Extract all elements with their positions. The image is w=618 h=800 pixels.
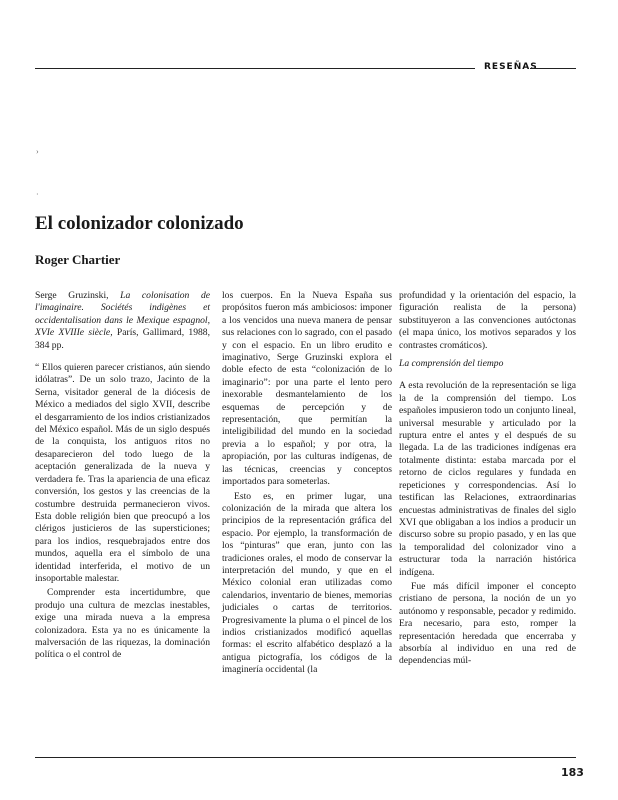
section-label: RESEÑAS — [484, 62, 538, 72]
book-reference — [35, 290, 210, 352]
text-column-1 — [35, 290, 210, 664]
text-column-3 — [399, 290, 576, 670]
paragraph: profundidad y la orientación del espacio, la figuración realista de la persona) substituyeron a las convenciones autóctonas (el mapa único, los motivos separados y los contrastes cromáticos). — [399, 290, 576, 351]
paragraph: “ Ellos quieren parecer cristianos, aún siendo idólatras”. De un solo trazo, Jacinto de la Serna, visitador general de la diócesis de México a mediados del siglo XVII, describe el desgarramiento de los indios cristianizados del México español. Más de un siglo después de la conquista, los antiguos ritos no desaparecieron del todo luego de la aceptación generalizada de la nueva y verdadera fe. Tras la apariencia de una eficaz conversión, los gestos y las creencias de la costumbre destruida permanecieron vivos. Esta doble religión bien que preocupó a los clérigos justicieros de las supersticiones; para los indios, resquebrajados entre dos mundos, aquella era el símbolo de una identidad interferida, el motivo de un insoportable malestar. — [35, 362, 210, 584]
page-number: 183 — [561, 766, 584, 779]
article-title: El colonizador colonizado — [35, 213, 244, 234]
paragraph: Fue más difícil imponer el concepto cristiano de persona, la noción de un yo autónomo y responsable, pecador y redimido. Era necesario, para esto, romper la representación heredada que encerraba y absorbía al individuo en una red de dependencias múl- — [399, 580, 576, 667]
text-column-2 — [222, 290, 392, 679]
header-rule-left — [35, 68, 475, 69]
paragraph: los cuerpos. En la Nueva España sus propósitos fueron más ambiciosos: imponer a los vencidos una nueva manera de pensar sus relaciones con lo sagrado, con el pasado y con el espacio. En un libro erudito e imaginativo, Serge Gruzinski explora el doble efecto de esta “colonización de lo imaginario”: por una parte el lento pero inexorable desmantelamiento de los esquemas de percepción y de representación, que permitían la inteligibilidad del mundo en la sociedad previa a lo español; y por otra, la apropiación, por las culturas indígenas, de las técnicas, creencias y conceptos importados para someterlas. — [222, 290, 392, 488]
reference-imprint: París, Gallimard, 1988, 384 pp. — [35, 327, 210, 351]
footer-rule — [35, 757, 576, 758]
paragraph: A esta revolución de la representación se liga la de la comprensión del tiempo. Los españoles impusieron todo un conjunto lineal, universal mesurable y articulado por la ruptura entre el antes y el después de su llegada. La de las tradiciones indígenas era totalmente distinta: estaba marcada por el retorno de ciclos regulares y fundada en repeticiones y correspondencias. Así lo testifican las Relaciones, extraordinarias encuestas administrativas de finales del siglo XVI que obligaban a los indios a producir un discurso sobre su propio pasado, y en las que la temporalidad del colonizador vino a estructurar toda la narración histórica indígena. — [399, 380, 576, 578]
reference-title: La colonisation de l'imaginaire. Sociétés indigènes et occidentalisation dans le Mexique espagnol, XVIe XVIIIe siècle, — [35, 290, 211, 339]
reference-author: Serge Gruzinski, — [35, 290, 109, 301]
paragraph: Comprender esta incertidumbre, que produjo una cultura de mezclas inestables, exige una mirada nueva a la empresa colonizadora. Esta ya no es únicamente la malversación de las riquezas, la dominación política o el control de — [35, 587, 210, 661]
section-subheading: La comprensión del tiempo — [399, 358, 504, 370]
paragraph: Esto es, en primer lugar, una colonización de la mirada que altera los principios de la representación gráfica del espacio. Por ejemplo, la transformación de los “pinturas” que eran, junto con las tradiciones orales, el modo de conservar la interpretación del mundo, y que en el México colonial eran utilizadas como calendarios, inventario de bienes, memorias judiciales o cartas de territorios. Progresivamente la pluma o el pincel de los indios cristianizados modificó aquellas formas: el escrito alfabético desplazó a la antigua pictografía, los códigos de la imaginería occidental (la — [222, 490, 392, 676]
margin-mark: › — [36, 147, 39, 156]
header-rule-right — [530, 68, 576, 69]
article-author: Roger Chartier — [35, 252, 121, 267]
margin-mark: · — [36, 190, 39, 199]
